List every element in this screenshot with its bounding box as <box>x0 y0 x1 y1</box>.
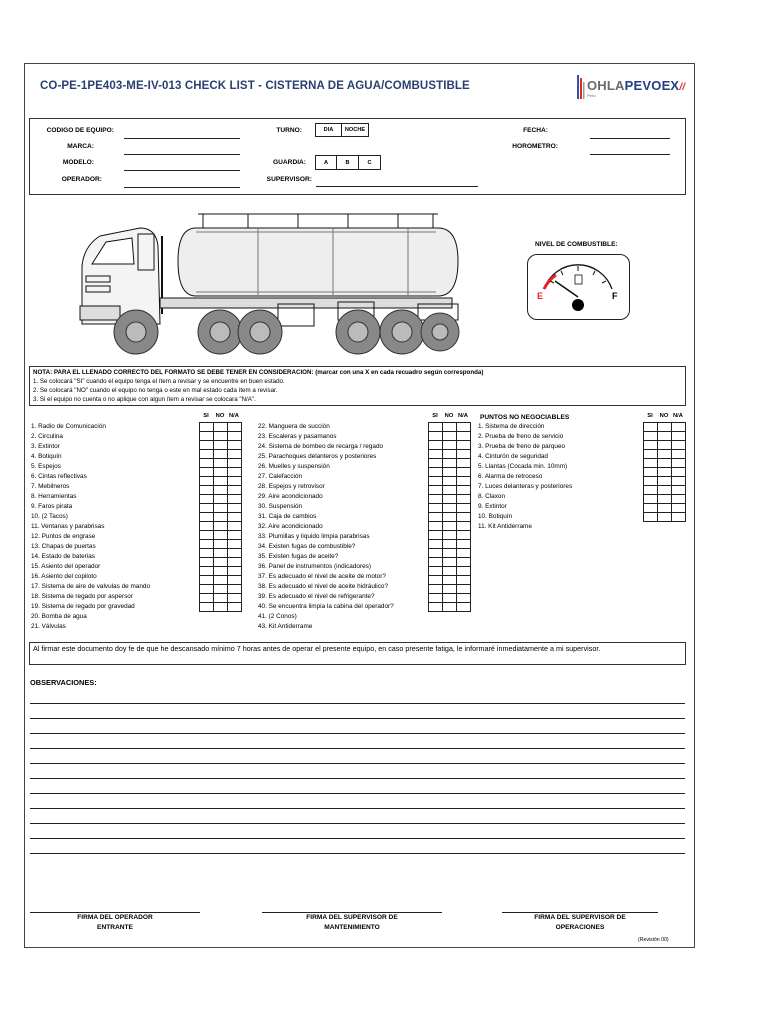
checkbox-no[interactable] <box>658 477 672 486</box>
checkbox-na[interactable] <box>457 495 471 504</box>
checkbox-na[interactable] <box>228 432 242 441</box>
checkbox-na[interactable] <box>457 459 471 468</box>
checkbox-no[interactable] <box>214 522 228 531</box>
checkbox-si[interactable] <box>200 450 214 459</box>
checkbox-no[interactable] <box>214 549 228 558</box>
checkbox-na[interactable] <box>457 486 471 495</box>
checkbox-si[interactable] <box>644 477 658 486</box>
checkbox-si[interactable] <box>644 513 658 522</box>
checkbox-no[interactable] <box>214 432 228 441</box>
checkbox-si[interactable] <box>429 531 443 540</box>
col3-item: 9. Extintor <box>478 503 507 510</box>
checkbox-si[interactable] <box>429 441 443 450</box>
checkbox-si[interactable] <box>429 513 443 522</box>
checkbox-na[interactable] <box>457 567 471 576</box>
checkbox-no[interactable] <box>658 450 672 459</box>
checkbox-no[interactable] <box>443 513 457 522</box>
signature-mantenimiento-l1: FIRMA DEL SUPERVISOR DE <box>306 914 398 921</box>
col1-item: 7. Mebilneros <box>31 483 70 490</box>
col3-item: 5. Llantas (Cocada min. 10mm) <box>478 463 568 470</box>
col2-no-header: NO <box>444 413 454 419</box>
checkbox-na[interactable] <box>228 504 242 513</box>
guardia-label: GUARDIA: <box>273 159 306 166</box>
checkbox-si[interactable] <box>200 513 214 522</box>
checkbox-no[interactable] <box>443 423 457 432</box>
col2-item: 37. Es adecuado el nivel de aceite de motor? <box>258 573 386 580</box>
col3-no-header: NO <box>659 413 669 419</box>
col1-item: 19. Sistema de regado por gravedad <box>31 603 135 610</box>
checkbox-no[interactable] <box>214 468 228 477</box>
checkbox-na[interactable] <box>457 522 471 531</box>
checkbox-si[interactable] <box>644 423 658 432</box>
checkbox-si[interactable] <box>429 459 443 468</box>
checkbox-na[interactable] <box>672 477 686 486</box>
horometro-label: HOROMETRO: <box>512 143 558 150</box>
marca-label: MARCA: <box>67 143 94 150</box>
col1-no-header: NO <box>215 413 225 419</box>
checkbox-si[interactable] <box>429 522 443 531</box>
col3-item: 11. Kit Antiderrame <box>478 523 532 530</box>
checkbox-si[interactable] <box>429 540 443 549</box>
checkbox-no[interactable] <box>443 531 457 540</box>
checkbox-si[interactable] <box>200 549 214 558</box>
checkbox-na[interactable] <box>457 549 471 558</box>
checkbox-no[interactable] <box>214 477 228 486</box>
checkbox-no[interactable] <box>214 513 228 522</box>
col1-item: 12. Puntos de engrase <box>31 533 96 540</box>
fuel-gauge-icon <box>528 255 629 319</box>
instructions-note <box>29 366 686 406</box>
col1-item: 20. Bomba de agua <box>31 613 87 620</box>
checkbox-si[interactable] <box>200 558 214 567</box>
col1-checkbox-grid <box>199 422 242 612</box>
col2-item: 30. Suspensión <box>258 503 303 510</box>
checkbox-si[interactable] <box>644 432 658 441</box>
col2-item: 38. Es adecuado el nivel de aceite hidráulico? <box>258 583 389 590</box>
col3-item: 4. Cinturón de seguridad <box>478 453 548 460</box>
checkbox-na[interactable] <box>228 513 242 522</box>
form-title: CO-PE-1PE403-ME-IV-013 CHECK LIST - CISTERNA DE AGUA/COMBUSTIBLE <box>40 80 470 92</box>
col2-item: 41. (2 Conos) <box>258 613 297 620</box>
checkbox-no[interactable] <box>443 477 457 486</box>
checkbox-si[interactable] <box>429 567 443 576</box>
checkbox-no[interactable] <box>658 459 672 468</box>
checkbox-si[interactable] <box>429 495 443 504</box>
checkbox-no[interactable] <box>658 513 672 522</box>
col3-item: 7. Luces delanteras y posteriores <box>478 483 573 490</box>
checkbox-no[interactable] <box>443 450 457 459</box>
checkbox-na[interactable] <box>228 486 242 495</box>
col3-item: 3. Prueba de freno de parqueo <box>478 443 566 450</box>
checkbox-no[interactable] <box>214 459 228 468</box>
revision-label: (Revisión 00) <box>638 937 669 943</box>
checkbox-si[interactable] <box>644 486 658 495</box>
checkbox-no[interactable] <box>443 486 457 495</box>
signature-operador <box>30 913 200 933</box>
col2-item: 32. Aire acondicionado <box>258 523 323 530</box>
checkbox-no[interactable] <box>443 567 457 576</box>
fecha-label: FECHA: <box>523 127 548 134</box>
fatigue-declaration: Al firmar este documento doy fe de que he descansado mínimo 7 horas antes de operar el presente equipo, en caso presente fatiga, le informaré inmediatamente a mi supervisor. <box>29 642 686 665</box>
col2-item: 25. Parachoques delanteros y posteriores <box>258 453 377 460</box>
checkbox-no[interactable] <box>658 423 672 432</box>
checkbox-na[interactable] <box>457 441 471 450</box>
checkbox-na[interactable] <box>672 423 686 432</box>
col2-item: 23. Escaleras y pasamanos <box>258 433 337 440</box>
supervisor-label: SUPERVISOR: <box>266 176 312 183</box>
operador-field[interactable] <box>124 187 240 188</box>
checkbox-na[interactable] <box>228 468 242 477</box>
checkbox-no[interactable] <box>214 423 228 432</box>
col1-item: 21. Válvulas <box>31 623 66 630</box>
checkbox-no[interactable] <box>214 594 228 603</box>
col3-item: 8. Claxon <box>478 493 505 500</box>
col1-item: 15. Asiento del operador <box>31 563 101 570</box>
logo-brand-b: PEVOEX <box>624 78 680 93</box>
checkbox-si[interactable] <box>200 459 214 468</box>
col2-item: 34. Existen fugas de combustible? <box>258 543 356 550</box>
checkbox-na[interactable] <box>228 567 242 576</box>
checkbox-no[interactable] <box>214 441 228 450</box>
col2-item: 36. Panel de instrumentos (indicadores) <box>258 563 371 570</box>
note-line-1: 1. Se colocará "SI" cuando el equipo tenga el ítem a revisar y se encuentre en buen estado. <box>33 378 285 385</box>
checkbox-na[interactable] <box>457 576 471 585</box>
codigo-label: CODIGO DE EQUIPO: <box>46 127 114 134</box>
col1-item: 6. Cintas reflectivas <box>31 473 87 480</box>
checkbox-no[interactable] <box>214 558 228 567</box>
checkbox-si[interactable] <box>644 459 658 468</box>
checkbox-na[interactable] <box>457 540 471 549</box>
col3-checkbox-grid <box>643 422 686 522</box>
checkbox-no[interactable] <box>658 441 672 450</box>
checkbox-si[interactable] <box>200 576 214 585</box>
checkbox-si[interactable] <box>429 558 443 567</box>
checkbox-si[interactable] <box>200 468 214 477</box>
checkbox-si[interactable] <box>200 486 214 495</box>
col1-item: 18. Sistema de regado por aspersor <box>31 593 133 600</box>
checkbox-no[interactable] <box>443 468 457 477</box>
checkbox-na[interactable] <box>457 585 471 594</box>
checkbox-si[interactable] <box>429 432 443 441</box>
observation-line[interactable] <box>30 733 685 734</box>
checkbox-si[interactable] <box>429 585 443 594</box>
checkbox-si[interactable] <box>644 450 658 459</box>
col1-na-header: N/A <box>229 413 239 419</box>
checkbox-no[interactable] <box>443 576 457 585</box>
checkbox-na[interactable] <box>457 594 471 603</box>
checkbox-no[interactable] <box>214 486 228 495</box>
turno-dia-box[interactable]: DIA <box>315 123 342 137</box>
col2-item: 39. Es adecuado el nivel de refrigerante? <box>258 593 375 600</box>
col1-item: 4. Botiquín <box>31 453 62 460</box>
checkbox-na[interactable] <box>228 423 242 432</box>
col2-item: 24. Sistema de bombeo de recarga / regado <box>258 443 384 450</box>
checkbox-na[interactable] <box>228 540 242 549</box>
checkbox-no[interactable] <box>214 450 228 459</box>
col2-header <box>428 413 470 419</box>
checkbox-no[interactable] <box>443 495 457 504</box>
col2-item: 29. Aire acondicionado <box>258 493 323 500</box>
col3-header <box>643 413 685 419</box>
logo-tagline: Perú <box>587 93 596 98</box>
signature-mantenimiento-l2: MANTENIMIENTO <box>324 924 380 931</box>
checkbox-na[interactable] <box>672 486 686 495</box>
checkbox-si[interactable] <box>429 603 443 612</box>
checkbox-no[interactable] <box>658 486 672 495</box>
note-line-2: 2. Se colocará "NO" cuando el equipo no tenga o este en mal estado cada ítem a revisar. <box>33 387 278 394</box>
checkbox-si[interactable] <box>200 522 214 531</box>
horometro-field[interactable] <box>590 154 670 155</box>
checkbox-na[interactable] <box>228 549 242 558</box>
col1-item: 14. Estado de baterias <box>31 553 95 560</box>
checkbox-si[interactable] <box>644 495 658 504</box>
checkbox-na[interactable] <box>672 441 686 450</box>
observation-line[interactable] <box>30 808 685 809</box>
checkbox-si[interactable] <box>429 468 443 477</box>
col1-item: 13. Chapas de puertas <box>31 543 96 550</box>
checkbox-no[interactable] <box>214 495 228 504</box>
form-frame <box>24 63 695 948</box>
turno-noche-box[interactable]: NOCHE <box>341 123 369 137</box>
turno-options <box>315 123 368 137</box>
note-heading: NOTA: PARA EL LLENADO CORRECTO DEL FORMATO SE DEBE TENER EN CONSIDERACION: <box>33 369 314 376</box>
modelo-field[interactable] <box>124 170 240 171</box>
checkbox-na[interactable] <box>228 459 242 468</box>
checkbox-si[interactable] <box>644 441 658 450</box>
checkbox-no[interactable] <box>443 540 457 549</box>
observation-line[interactable] <box>30 718 685 719</box>
checkbox-na[interactable] <box>228 603 242 612</box>
supervisor-field[interactable] <box>316 186 478 187</box>
col1-item: 3. Extintor <box>31 443 60 450</box>
company-logo: OHLAPEVOEX// Perú <box>574 72 692 106</box>
checkbox-no[interactable] <box>658 504 672 513</box>
checkbox-no[interactable] <box>443 432 457 441</box>
col1-header <box>199 413 241 419</box>
checkbox-na[interactable] <box>457 423 471 432</box>
checkbox-na[interactable] <box>457 603 471 612</box>
col2-si-header: SI <box>432 413 438 419</box>
checkbox-si[interactable] <box>200 495 214 504</box>
checkbox-na[interactable] <box>228 531 242 540</box>
checkbox-si[interactable] <box>429 576 443 585</box>
checkbox-na[interactable] <box>228 594 242 603</box>
col2-item: 33. Plumillas y liquido limpia parabrisas <box>258 533 370 540</box>
checkbox-si[interactable] <box>200 423 214 432</box>
checkbox-na[interactable] <box>228 441 242 450</box>
col3-item: 6. Alarma de retroceso <box>478 473 543 480</box>
checkbox-na[interactable] <box>457 450 471 459</box>
col1-item: 8. Herramientas <box>31 493 77 500</box>
fuel-full-mark: F <box>612 291 618 301</box>
col1-item: 9. Faros pirata <box>31 503 73 510</box>
checkbox-no[interactable] <box>443 522 457 531</box>
col3-na-header: N/A <box>673 413 683 419</box>
checkbox-si[interactable] <box>200 585 214 594</box>
checkbox-si[interactable] <box>200 531 214 540</box>
codigo-field[interactable] <box>124 138 240 139</box>
guardia-b-box[interactable]: B <box>336 155 359 170</box>
col2-item: 43. Kit Antiderrame <box>258 623 313 630</box>
checkbox-na[interactable] <box>457 432 471 441</box>
note-line-3: 3. Si el equipo no cuenta o no aplique con algun ítem a revisar se colocara "N/A". <box>33 396 256 403</box>
checkbox-no[interactable] <box>214 540 228 549</box>
observation-line[interactable] <box>30 763 685 764</box>
checkbox-na[interactable] <box>457 468 471 477</box>
observation-line[interactable] <box>30 778 685 779</box>
checkbox-na[interactable] <box>457 513 471 522</box>
checkbox-no[interactable] <box>658 495 672 504</box>
col2-item: 22. Manguera de succión <box>258 423 330 430</box>
checkbox-na[interactable] <box>228 522 242 531</box>
checkbox-no[interactable] <box>214 531 228 540</box>
checkbox-no[interactable] <box>443 504 457 513</box>
checkbox-na[interactable] <box>672 495 686 504</box>
observation-line[interactable] <box>30 793 685 794</box>
tanker-truck-illustration <box>78 206 464 358</box>
checkbox-no[interactable] <box>443 549 457 558</box>
fecha-field[interactable] <box>590 138 670 139</box>
signature-operaciones <box>502 913 658 933</box>
checkbox-si[interactable] <box>200 477 214 486</box>
col2-item: 40. Se encuentra limpia la cabina del operador? <box>258 603 394 610</box>
checkbox-na[interactable] <box>228 585 242 594</box>
checkbox-no[interactable] <box>443 594 457 603</box>
observation-line[interactable] <box>30 853 685 854</box>
checkbox-na[interactable] <box>228 558 242 567</box>
checkbox-no[interactable] <box>658 468 672 477</box>
checkbox-si[interactable] <box>200 603 214 612</box>
checkbox-no[interactable] <box>214 576 228 585</box>
observation-line[interactable] <box>30 823 685 824</box>
signature-mantenimiento <box>262 913 442 933</box>
col2-na-header: N/A <box>458 413 468 419</box>
checkbox-na[interactable] <box>457 477 471 486</box>
checkbox-na[interactable] <box>457 558 471 567</box>
col1-item: 1. Radio de Comunicación <box>31 423 106 430</box>
checkbox-na[interactable] <box>457 531 471 540</box>
checkbox-no[interactable] <box>443 558 457 567</box>
non-negotiable-title: PUNTOS NO NEGOCIABLES <box>480 414 570 421</box>
observaciones-label: OBSERVACIONES: <box>30 678 97 687</box>
checkbox-si[interactable] <box>200 594 214 603</box>
note-heading-detail: (marcar con una X en cada recuadro según corresponda) <box>315 369 484 376</box>
checkbox-si[interactable] <box>429 477 443 486</box>
checkbox-no[interactable] <box>658 432 672 441</box>
guardia-c-box[interactable]: C <box>358 155 381 170</box>
col1-item: 16. Asiento del copiloto <box>31 573 97 580</box>
checkbox-no[interactable] <box>443 603 457 612</box>
checkbox-na[interactable] <box>228 477 242 486</box>
checkbox-no[interactable] <box>214 504 228 513</box>
checkbox-na[interactable] <box>672 468 686 477</box>
checkbox-si[interactable] <box>429 450 443 459</box>
guardia-a-box[interactable]: A <box>315 155 337 170</box>
col2-item: 31. Caja de cambios <box>258 513 317 520</box>
fuel-gauge <box>527 254 630 320</box>
observation-line[interactable] <box>30 838 685 839</box>
col2-item: 27. Calefacción <box>258 473 303 480</box>
fuel-level-label: NIVEL DE COMBUSTIBLE: <box>535 241 618 248</box>
checkbox-no[interactable] <box>443 441 457 450</box>
col3-item: 2. Prueba de freno de servicio <box>478 433 564 440</box>
checkbox-na[interactable] <box>457 504 471 513</box>
turno-label: TURNO: <box>276 127 302 134</box>
guardia-options <box>315 155 380 170</box>
checkbox-si[interactable] <box>429 594 443 603</box>
checkbox-si[interactable] <box>200 567 214 576</box>
checkbox-na[interactable] <box>672 513 686 522</box>
col1-item: 17. Sistema de aire de valvulas de mando <box>31 583 151 590</box>
checkbox-si[interactable] <box>429 549 443 558</box>
checkbox-na[interactable] <box>228 495 242 504</box>
checkbox-no[interactable] <box>443 585 457 594</box>
signature-operaciones-l1: FIRMA DEL SUPERVISOR DE <box>534 914 626 921</box>
col3-item: 10. Botiquín <box>478 513 513 520</box>
col1-item: 2. Circulina <box>31 433 63 440</box>
checkbox-no[interactable] <box>214 585 228 594</box>
checkbox-si[interactable] <box>200 441 214 450</box>
col1-item: 5. Espejos <box>31 463 61 470</box>
signature-operaciones-l2: OPERACIONES <box>555 924 605 931</box>
modelo-label: MODELO: <box>62 159 94 166</box>
checkbox-si[interactable] <box>644 468 658 477</box>
checkbox-si[interactable] <box>200 540 214 549</box>
checkbox-na[interactable] <box>228 576 242 585</box>
col3-si-header: SI <box>647 413 653 419</box>
checkbox-no[interactable] <box>214 567 228 576</box>
checkbox-na[interactable] <box>672 459 686 468</box>
checkbox-no[interactable] <box>443 459 457 468</box>
col1-item: 11. Ventanas y parabrisas <box>31 523 105 530</box>
col2-item: 26. Muelles y suspensión <box>258 463 330 470</box>
checkbox-si[interactable] <box>644 504 658 513</box>
col1-si-header: SI <box>203 413 209 419</box>
observation-line[interactable] <box>30 748 685 749</box>
observation-line[interactable] <box>30 703 685 704</box>
signature-operador-l2: ENTRANTE <box>97 924 133 931</box>
checkbox-na[interactable] <box>672 504 686 513</box>
checkbox-si[interactable] <box>429 486 443 495</box>
checkbox-no[interactable] <box>214 603 228 612</box>
marca-field[interactable] <box>124 154 240 155</box>
logo-mark-icon <box>575 74 585 100</box>
logo-brand-a: OHLA <box>587 78 625 93</box>
operador-label: OPERADOR: <box>61 176 102 183</box>
col2-checkbox-grid <box>428 422 471 612</box>
checkbox-na[interactable] <box>672 432 686 441</box>
checkbox-si[interactable] <box>200 432 214 441</box>
signature-operador-l1: FIRMA DEL OPERADOR <box>77 914 153 921</box>
checkbox-na[interactable] <box>672 450 686 459</box>
col3-item: 1. Sistema de dirección <box>478 423 545 430</box>
fuel-empty-mark: E <box>537 291 544 301</box>
checkbox-si[interactable] <box>429 423 443 432</box>
checkbox-si[interactable] <box>429 504 443 513</box>
col2-item: 35. Existen fugas de aceite? <box>258 553 339 560</box>
col2-item: 28. Espejos y retrovisor <box>258 483 325 490</box>
col1-item: 10. (2 Tacos) <box>31 513 68 520</box>
checkbox-si[interactable] <box>200 504 214 513</box>
checkbox-na[interactable] <box>228 450 242 459</box>
